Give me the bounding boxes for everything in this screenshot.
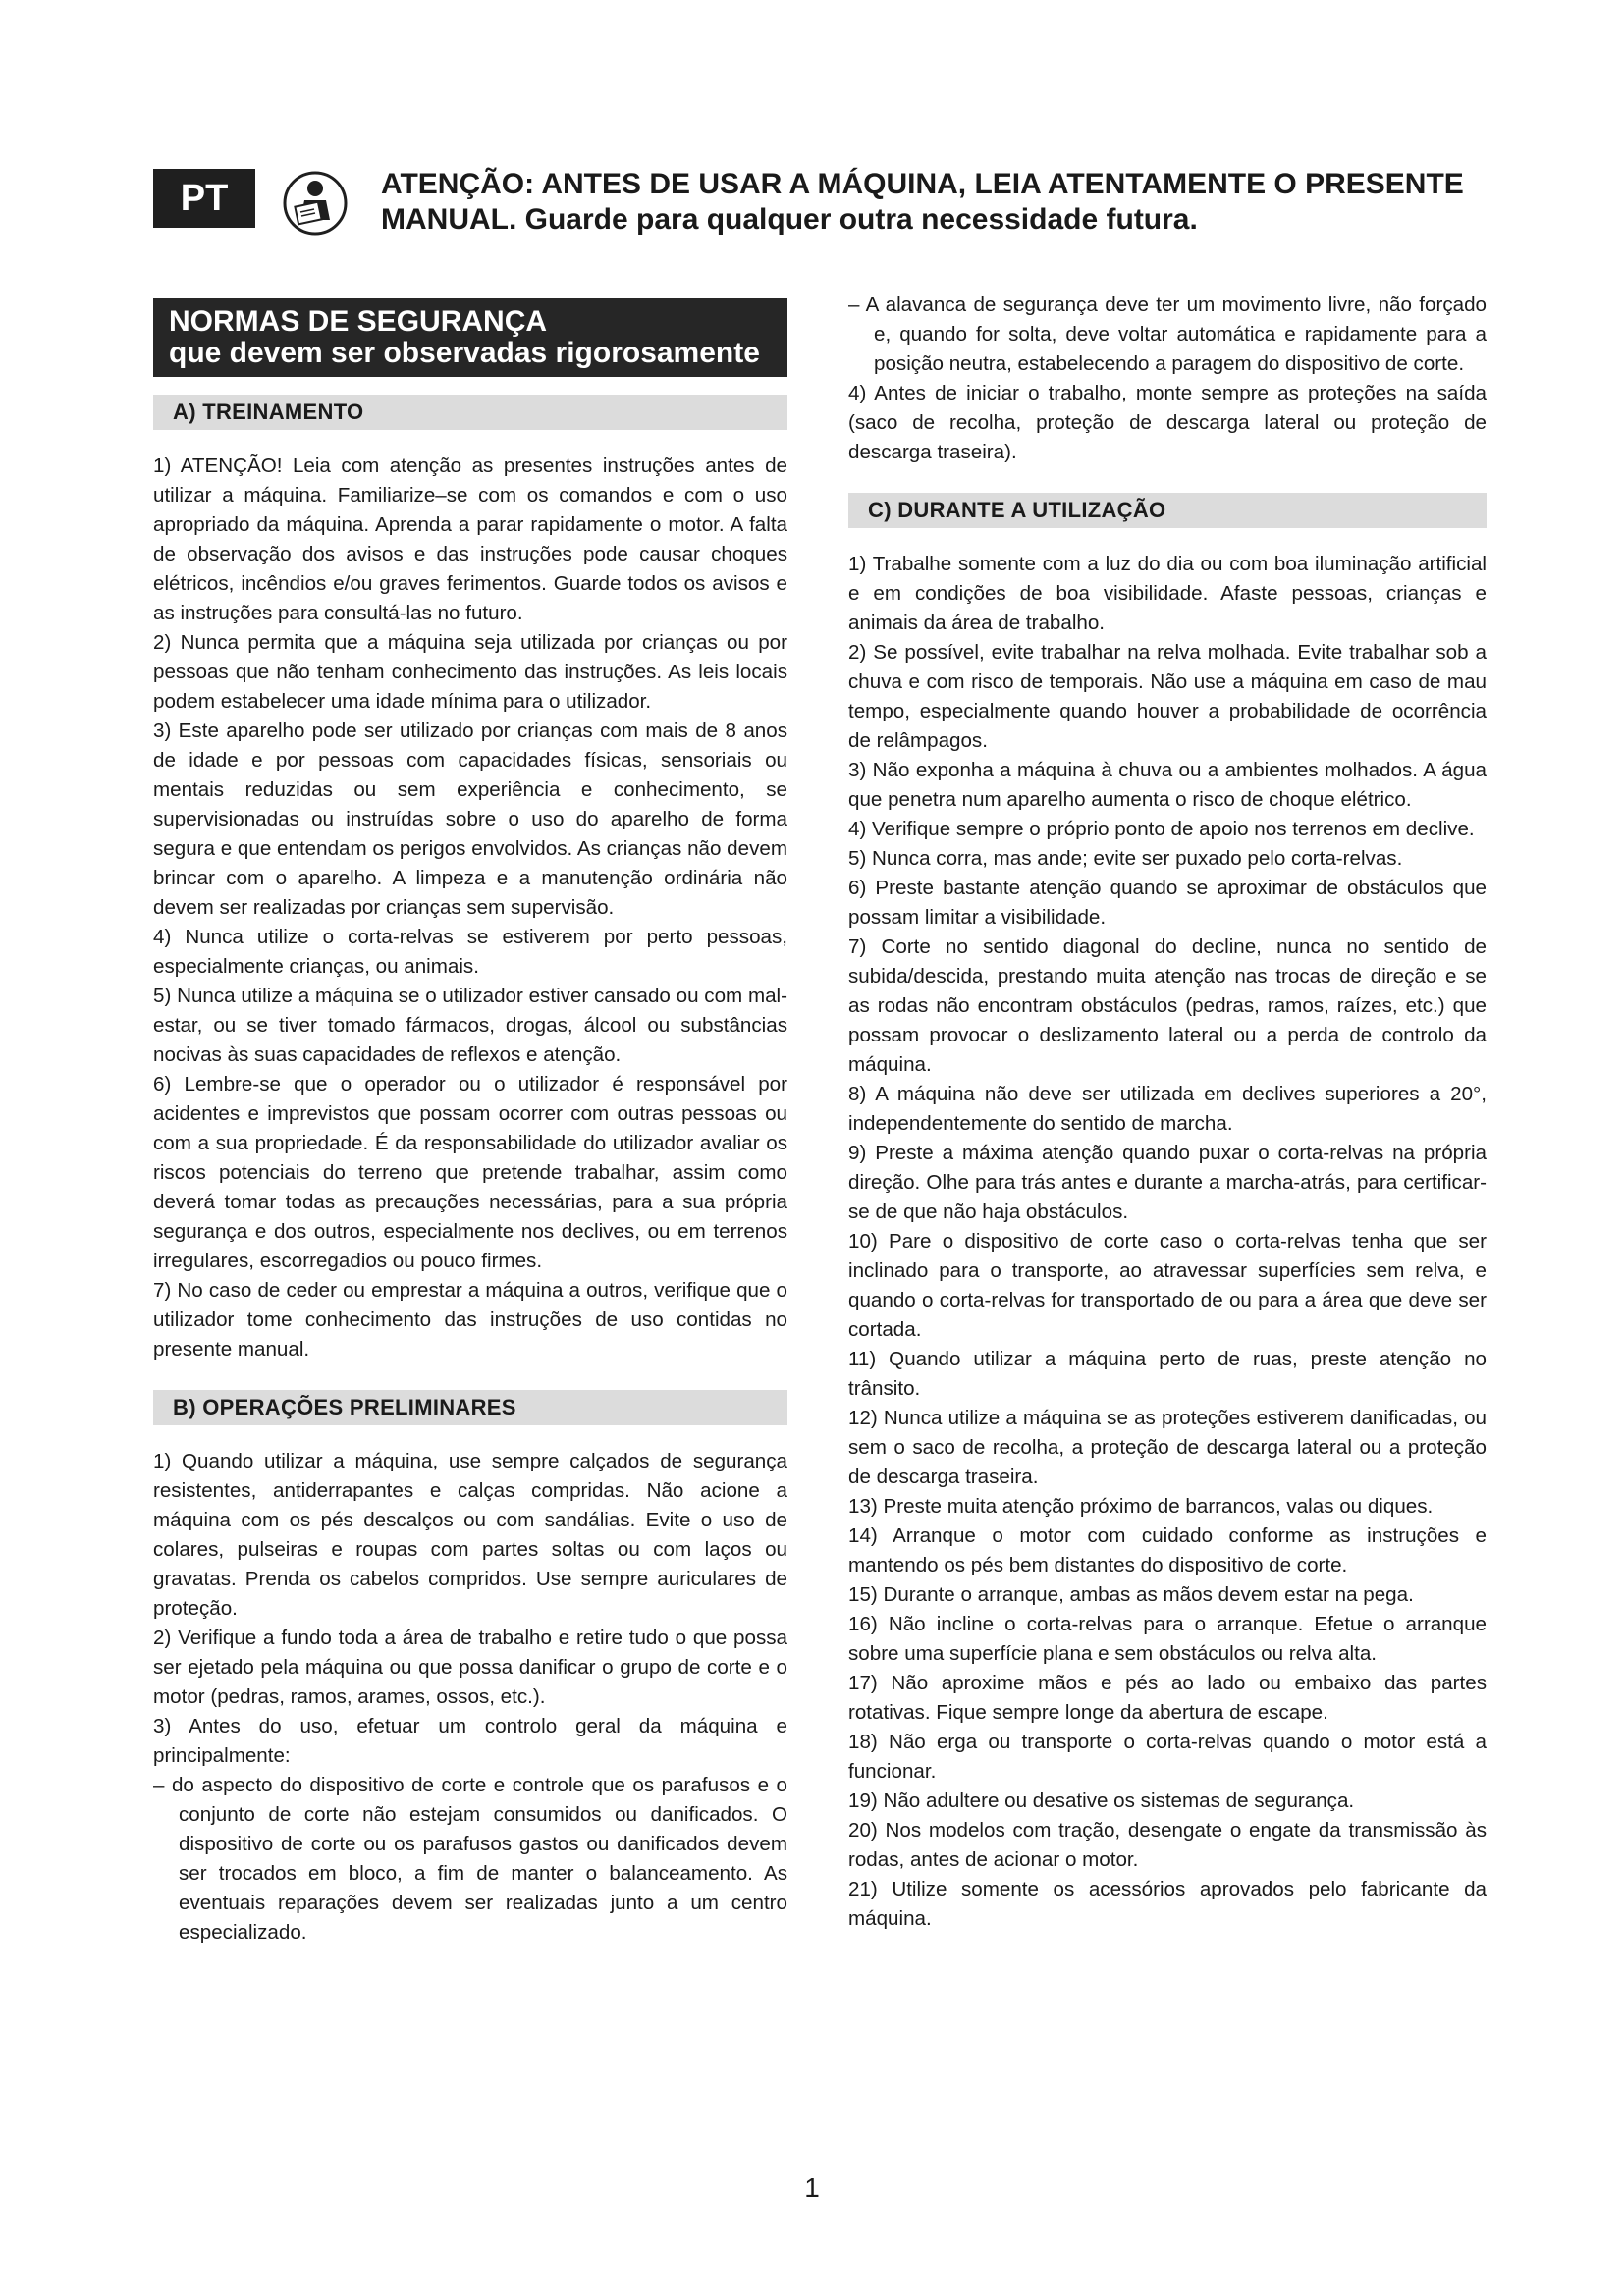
section-b-item: 4) Antes de iniciar o trabalho, monte sempre as proteções na saída (saco de recolha, proteção de descarga lateral ou proteção de descarga traseira). bbox=[848, 382, 1487, 463]
section-b-item: 1) Quando utilizar a máquina, use sempre calçados de segurança resistentes, antiderrapantes e calças compridas. Não acione a máquina com os pés descalços ou com sandálias. Evite o uso de colares, pulseiras e roupas com partes soltas ou com laços ou gravatas. Prenda os cabelos compridos. Use sempre auriculares de proteção. bbox=[153, 1450, 787, 1620]
section-a-title: A) TREINAMENTO bbox=[153, 395, 787, 430]
section-b-dash-item: – A alavanca de segurança deve ter um movimento livre, não forçado e, quando for solta, deve voltar automática e rapidamente para a posição neutra, estabelecendo a paragem do dispositivo de corte. bbox=[848, 294, 1487, 375]
section-c-title: C) DURANTE A UTILIZAÇÃO bbox=[848, 493, 1487, 528]
section-c-item: 2) Se possível, evite trabalhar na relva molhada. Evite trabalhar sob a chuva e com risco de temporais. Não use a máquina em caso de mau tempo, especialmente quando houver a probabilidade de ocorrência de relâmpagos. bbox=[848, 641, 1487, 752]
header-warning bbox=[381, 167, 1481, 238]
section-c-item: 1) Trabalhe somente com a luz do dia ou com boa iluminação artificial e em condições de boa visibilidade. Afaste pessoas, crianças e animais da área de trabalho. bbox=[848, 553, 1487, 634]
section-c-item: 11) Quando utilizar a máquina perto de ruas, preste atenção no trânsito. bbox=[848, 1348, 1487, 1400]
section-c-item: 14) Arranque o motor com cuidado conforme as instruções e mantendo os pés bem distantes do dispositivo de corte. bbox=[848, 1524, 1487, 1576]
section-c-item: 5) Nunca corra, mas ande; evite ser puxado pelo corta-relvas. bbox=[848, 847, 1403, 870]
section-c-item: 6) Preste bastante atenção quando se aproximar de obstáculos que possam limitar a visibilidade. bbox=[848, 877, 1487, 929]
section-a-item: 1) ATENÇÃO! Leia com atenção as presentes instruções antes de utilizar a máquina. Familiarize–se com os comandos e com o uso apropriado da máquina. Aprenda a parar rapidamente o motor. A falta de observação dos avisos e das instruções pode causar choques elétricos, incêndios e/ou graves ferimentos. Guarde todos os avisos e as instruções para consultá-las no futuro. bbox=[153, 454, 787, 624]
section-a-item: 3) Este aparelho pode ser utilizado por crianças com mais de 8 anos de idade e por pessoas com capacidades físicas, sensoriais ou mentais reduzidas ou sem experiência e conhecimento, se supervisionadas ou instruídas sobre o uso do aparelho de forma segura e que entendam os perigos envolvidos. As crianças não devem brincar com o aparelho. A limpeza e a manutenção ordinária não devem ser realizadas por crianças sem supervisão. bbox=[153, 720, 787, 919]
section-a-item: 2) Nunca permita que a máquina seja utilizada por crianças ou por pessoas que não tenham conhecimento das instruções. As leis locais podem estabelecer uma idade mínima para o utilizador. bbox=[153, 631, 787, 713]
section-c-item: 9) Preste a máxima atenção quando puxar o corta-relvas na própria direção. Olhe para trás antes e durante a marcha-atrás, para certificar-se de que não haja obstáculos. bbox=[848, 1142, 1487, 1223]
page-number: 1 bbox=[804, 2172, 820, 2203]
left-column bbox=[153, 298, 787, 1948]
language-badge: PT bbox=[153, 169, 255, 228]
section-c-item: 16) Não incline o corta-relvas para o arranque. Efetue o arranque sobre uma superfície plana e sem obstáculos ou relva alta. bbox=[848, 1613, 1487, 1665]
section-c-item: 19) Não adultere ou desative os sistemas de segurança. bbox=[848, 1789, 1355, 1812]
header-line-2: MANUAL. Guarde para qualquer outra necessidade futura. bbox=[381, 203, 1198, 236]
header-line-1: ATENÇÃO: ANTES DE USAR A MÁQUINA, LEIA ATENTAMENTE O PRESENTE bbox=[381, 168, 1464, 200]
section-b-item: 2) Verifique a fundo toda a área de trabalho e retire tudo o que possa ser ejetado pela máquina ou que possa danificar o grupo de corte e o motor (pedras, ramos, arames, ossos, etc.). bbox=[153, 1627, 787, 1708]
section-a-item: 6) Lembre-se que o operador ou o utilizador é responsável por acidentes e imprevistos que possam ocorrer com outras pessoas ou com a sua propriedade. É da responsabilidade do utilizador avaliar os riscos potenciais do terreno que pretende trabalhar, assim como deverá tomar todas as precauções necessárias, para a sua própria segurança e dos outros, especialmente nos declives, ou em terrenos irregulares, escorregadios ou pouco firmes. bbox=[153, 1073, 787, 1272]
section-c-item: 18) Não erga ou transporte o corta-relvas quando o motor está a funcionar. bbox=[848, 1731, 1487, 1783]
section-c-item: 8) A máquina não deve ser utilizada em declives superiores a 20°, independentemente do sentido de marcha. bbox=[848, 1083, 1487, 1135]
section-c-item: 17) Não aproxime mãos e pés ao lado ou embaixo das partes rotativas. Fique sempre longe da abertura de escape. bbox=[848, 1672, 1487, 1724]
section-c-item: 13) Preste muita atenção próximo de barrancos, valas ou diques. bbox=[848, 1495, 1434, 1518]
section-b-title: B) OPERAÇÕES PRELIMINARES bbox=[153, 1390, 787, 1425]
section-c-item: 15) Durante o arranque, ambas as mãos devem estar na pega. bbox=[848, 1583, 1414, 1606]
section-c-item: 7) Corte no sentido diagonal do decline, nunca no sentido de subida/descida, prestando muita atenção nas trocas de direção e se as rodas não encontram obstáculos (pedras, ramos, raízes, etc.) que possam provocar o deslizamento lateral ou a perda de controlo da máquina. bbox=[848, 935, 1487, 1076]
safety-title bbox=[153, 298, 787, 377]
section-b-dash-item: – do aspecto do dispositivo de corte e controle que os parafusos e o conjunto de corte não estejam consumidos ou danificados. O dispositivo de corte ou os parafusos gastos ou danificados devem ser trocados em bloco, a fim de manter o balanceamento. As eventuais reparações devem ser realizadas junto a um centro especializado. bbox=[153, 1774, 787, 1944]
section-c-item: 21) Utilize somente os acessórios aprovados pelo fabricante da máquina. bbox=[848, 1878, 1487, 1930]
section-c-item: 12) Nunca utilize a máquina se as proteções estiverem danificadas, ou sem o saco de recolha, a proteção de descarga lateral ou a proteção de descarga traseira. bbox=[848, 1407, 1487, 1488]
section-c-item: 20) Nos modelos com tração, desengate o engate da transmissão às rodas, antes de acionar o motor. bbox=[848, 1819, 1487, 1871]
section-b-item: 3) Antes do uso, efetuar um controlo geral da máquina e principalmente: bbox=[153, 1715, 787, 1767]
section-c-item: 3) Não exponha a máquina à chuva ou a ambientes molhados. A água que penetra num aparelho aumenta o risco de choque elétrico. bbox=[848, 759, 1487, 811]
section-c-item: 4) Verifique sempre o próprio ponto de apoio nos terrenos em declive. bbox=[848, 818, 1475, 840]
section-a-item: 7) No caso de ceder ou emprestar a máquina a outros, verifique que o utilizador tome conhecimento das instruções de uso contidas no presente manual. bbox=[153, 1279, 787, 1361]
right-column bbox=[848, 291, 1487, 1934]
safety-title-line-1: NORMAS DE SEGURANÇA bbox=[169, 305, 548, 338]
section-a-item: 5) Nunca utilize a máquina se o utilizador estiver cansado ou com mal-estar, ou se tiver tomado fármacos, drogas, álcool ou substâncias nocivas às suas capacidades de reflexos e atenção. bbox=[153, 985, 787, 1066]
section-c-item: 10) Pare o dispositivo de corte caso o corta-relvas tenha que ser inclinado para o transporte, ao atravessar superfícies sem relva, e quando o corta-relvas for transportado de ou para a área que deve ser cortada. bbox=[848, 1230, 1487, 1341]
section-a-item: 4) Nunca utilize o corta-relvas se estiverem por perto pessoas, especialmente crianças, ou animais. bbox=[153, 926, 787, 978]
safety-title-line-2: que devem ser observadas rigorosamente bbox=[169, 337, 760, 369]
read-manual-icon bbox=[283, 171, 348, 236]
